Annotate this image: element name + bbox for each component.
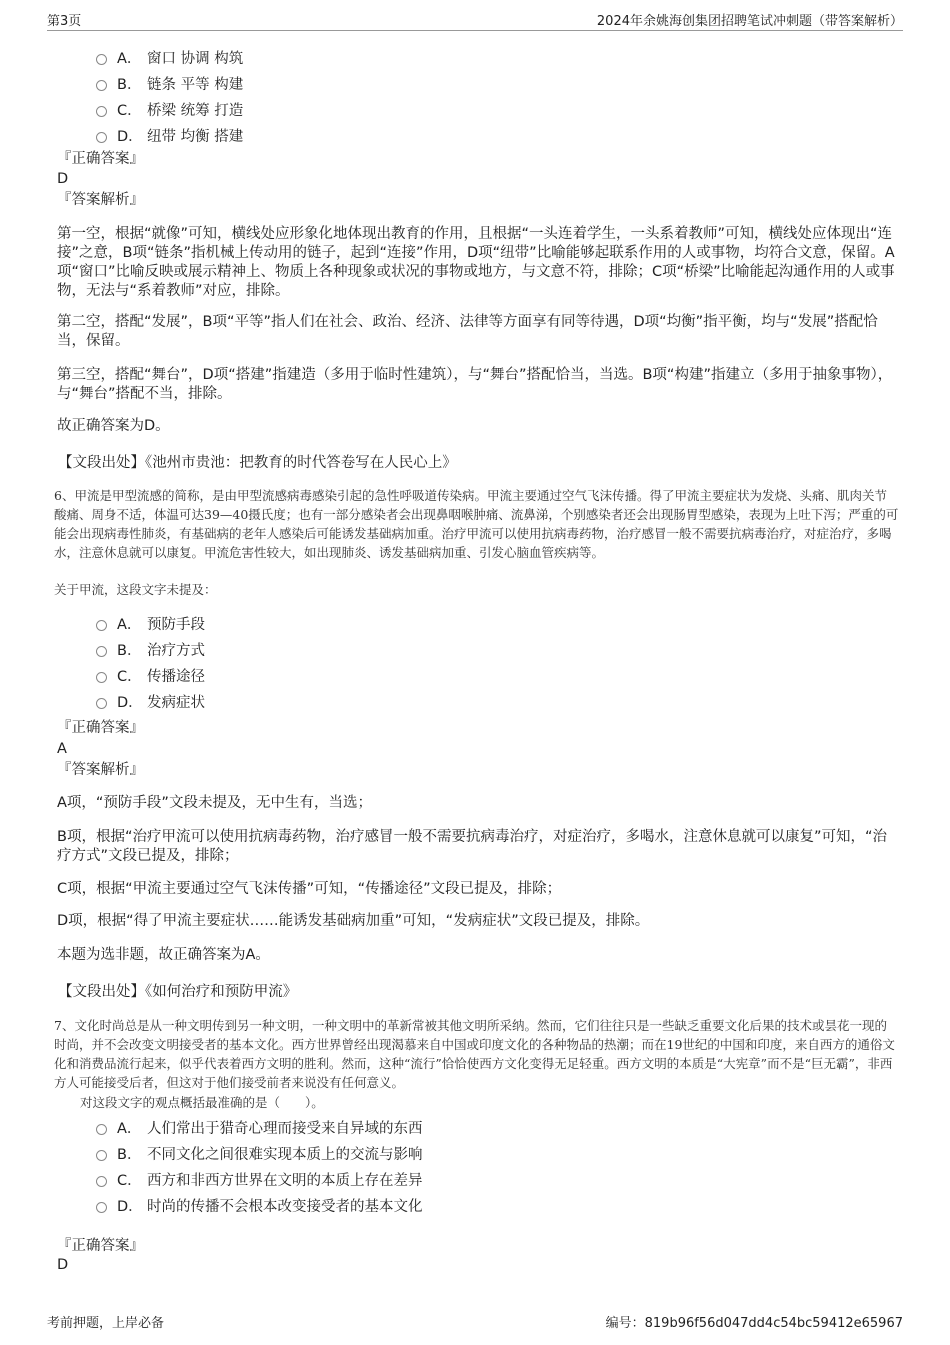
q6-explanation-5: 本题为选非题，故正确答案为A。 [57,947,270,963]
radio-icon[interactable] [96,1124,107,1135]
q6-explanation-2: B项，根据“治疗甲流可以使用抗病毒药物，治疗感冒一般不需要抗病毒治疗，对症治疗，多喝水，注意休息就可以康复”可知，“治疗方式”文段已提及，排除； [57,829,887,864]
radio-icon[interactable] [96,132,107,143]
radio-icon[interactable] [96,698,107,709]
q7-answer: D [57,1257,69,1273]
q5-explanation-3: 第三空，搭配“舞台”，D项“搭建”指建造（多用于临时性建筑），与“舞台”搭配恰当，当选。B项“构建”指建立（多用于抽象事物），与“舞台”搭配不当，排除。 [57,367,893,402]
q5-explanation-1: 第一空，根据“就像”可知，横线处应形象化地体现出教育的作用，且根据“一头连着学生，一头系着教师”可知，横线处应体现出“连接”之意，B项“链条”指机械上传动用的链子，起到“连接”作用，D项“纽带”比喻能够起联系作用的人或事物，均符合文意，保留。A项“窗口”比喻反映或展示精神上、物质上各种现象或状况的事物或地方，与文意不符，排除；C项“桥梁”比喻能起沟通作用的人或事物，无法与“系着教师”对应，排除。 [57,226,895,299]
q5-explanation-4: 故正确答案为D。 [57,418,170,434]
radio-icon[interactable] [96,672,107,683]
q6-explanation-4: D项，根据“得了甲流主要症状……能诱发基础病加重”可知，“发病症状”文段已提及，排除。 [57,913,650,929]
q7-option-d[interactable]: D． 时尚的传播不会根本改变接受者的基本文化 [96,1192,423,1218]
q6-source: 【文段出处】《如何治疗和预防甲流》 [58,984,298,1000]
q6-option-b[interactable]: B． 治疗方式 [96,636,205,662]
q6-answer-label: 『正确答案』 [57,720,144,736]
q5-option-d[interactable]: D． 纽带 均衡 搭建 [96,122,243,148]
q6-option-d[interactable]: D． 发病症状 [96,688,205,714]
q6-option-a[interactable]: A． 预防手段 [96,610,205,636]
q7-question: 对这段文字的观点概括最准确的是（ ）。 [80,1095,324,1110]
radio-icon[interactable] [96,1176,107,1187]
document-id: 编号：819b96f56d047dd4c54bc59412e65967 [605,1316,903,1331]
q5-option-c[interactable]: C． 桥梁 统筹 打造 [96,96,243,122]
q6-stem: 6、甲流是甲型流感的简称，是由甲型流感病毒感染引起的急性呼吸道传染病。甲流主要通过空气飞沫传播。得了甲流主要症状为发烧、头痛、肌肉关节酸痛、周身不适，体温可达39—40摄氏度；也有一部分感染者会出现鼻咽喉肿痛、流鼻涕，个别感染者还会出现肠胃型感染，表现为上吐下泻；严重的可能会出现病毒性肺炎，有基础病的老年人感染后可能诱发基础病加重。治疗甲流可以使用抗病毒药物，治疗感冒一般不需要抗病毒治疗，对症治疗，多喝水，注意休息就可以康复。甲流危害性较大，如出现肺炎、诱发基础病加重、引发心脑血管疾病等。 [54,488,899,560]
page-number: 第3页 [47,14,82,29]
radio-icon[interactable] [96,1202,107,1213]
page-header [47,8,903,31]
q7-option-c[interactable]: C． 西方和非西方世界在文明的本质上存在差异 [96,1166,423,1192]
q6-options [96,610,205,714]
q6-explanation-label: 『答案解析』 [57,762,144,778]
q5-answer-label: 『正确答案』 [57,151,144,167]
q5-source: 【文段出处】《池州市贵池：把教育的时代答卷写在人民心上》 [58,455,457,471]
radio-icon[interactable] [96,620,107,631]
radio-icon[interactable] [96,54,107,65]
q6-explanation-3: C项，根据“甲流主要通过空气飞沫传播”可知，“传播途径”文段已提及，排除； [57,881,562,897]
q7-answer-label: 『正确答案』 [57,1238,144,1254]
q7-stem: 7、文化时尚总是从一种文明传到另一种文明，一种文明中的革新常被其他文明所采纳。然而，它们往往只是一些缺乏重要文化后果的技术或昙花一现的时尚，并不会改变文明接受者的基本文化。西方世界曾经出现渴慕来自中国或印度文化的各种物品的热潮；而在19世纪的中国和印度，来自西方的通俗文化和消费品流行起来，似乎代表着西方文明的胜利。然而，这种“流行”恰恰使西方文化变得无足轻重。西方文明的本质是“大宪章”而不是“巨无霸”，非西方人可能接受后者，但这对于他们接受前者来说没有任何意义。 [54,1018,895,1090]
radio-icon[interactable] [96,646,107,657]
q7-options [96,1114,423,1218]
q5-option-a[interactable]: A． 窗口 协调 构筑 [96,44,243,70]
q7-option-a[interactable]: A． 人们常出于猎奇心理而接受来自异域的东西 [96,1114,423,1140]
q6-question: 关于甲流，这段文字未提及： [54,582,217,597]
q7-option-b[interactable]: B． 不同文化之间很难实现本质上的交流与影响 [96,1140,423,1166]
q6-explanation-1: A项，“预防手段”文段未提及，无中生有，当选； [57,795,372,811]
q6-answer: A [57,741,67,757]
q5-option-b[interactable]: B． 链条 平等 构建 [96,70,243,96]
footer-slogan: 考前押题，上岸必备 [47,1316,165,1331]
radio-icon[interactable] [96,1150,107,1161]
radio-icon[interactable] [96,80,107,91]
q5-options [96,44,243,148]
q6-option-c[interactable]: C． 传播途径 [96,662,205,688]
q5-answer: D [57,171,69,187]
radio-icon[interactable] [96,106,107,117]
document-title: 2024年余姚海创集团招聘笔试冲刺题（带答案解析） [596,14,903,29]
q5-explanation-label: 『答案解析』 [57,192,144,208]
q5-explanation-2: 第二空，搭配“发展”，B项“平等”指人们在社会、政治、经济、法律等方面享有同等待遇，D项“均衡”指平衡，均与“发展”搭配恰当，保留。 [57,314,878,349]
